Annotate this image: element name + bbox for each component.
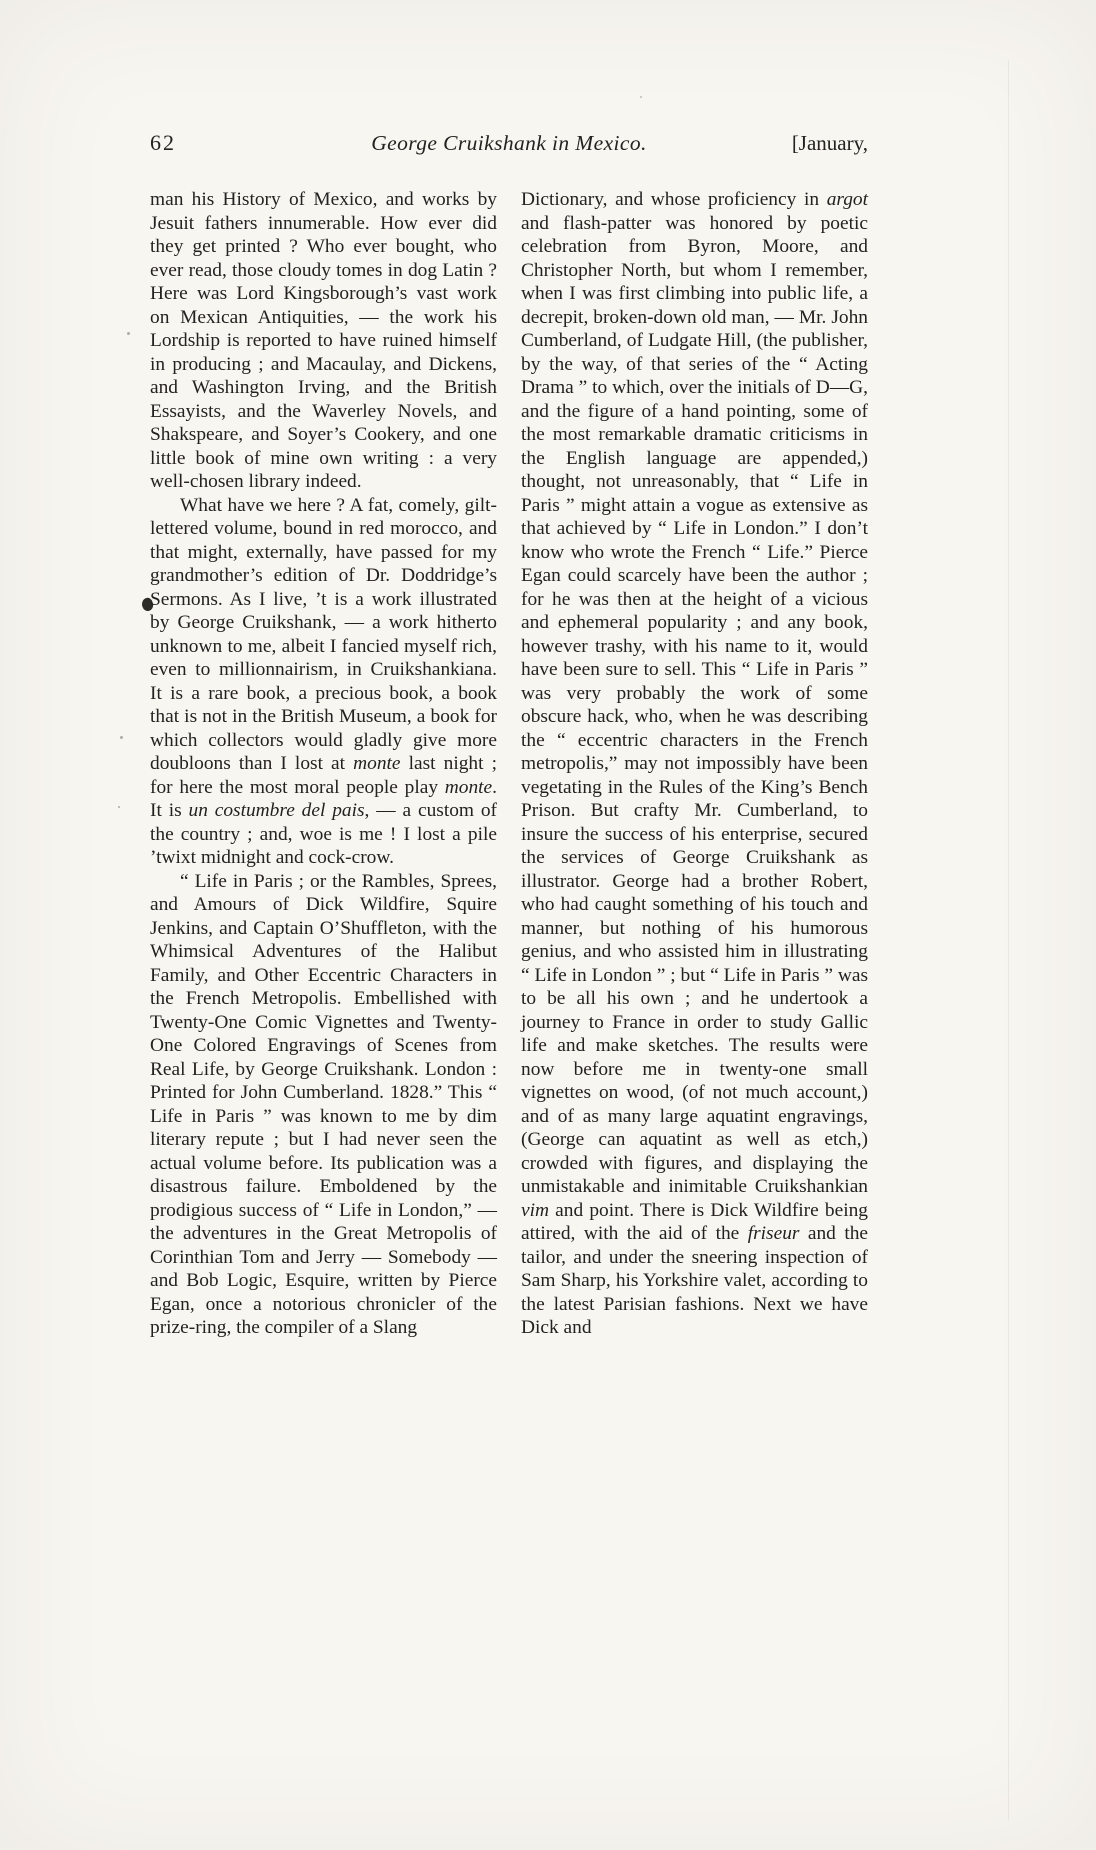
- text-run: un costumbre del pais: [188, 800, 365, 821]
- text-run: monte: [444, 776, 493, 798]
- scan-speck: [127, 332, 130, 335]
- page-header: [150, 130, 868, 156]
- text-columns: [150, 188, 868, 1340]
- text-run: and point. There is Dick Wildfire being attired, with the aid of the: [521, 1199, 868, 1244]
- text-run: friseur: [747, 1223, 800, 1244]
- text-run: man his History of Mexico, and works by Jesuit fathers innumerable. How ever did they get printed ? Who ever bought, who ever read, those cloudy tomes in dog Latin ? Here was Lord Kingsborough’s vast work on Mexican Antiquities, — the work his Lordship is reported to have ruined himself in producing ; and Macaulay, and Dickens, and Washington Irving, and the British Essayists, and the Waverley Novels, and Shakspeare, and Soyer’s Cookery, and one little book of mine own writing : a very well-chosen library indeed.: [150, 189, 497, 492]
- text-run: monte: [353, 753, 401, 774]
- text-run: Dictionary, and whose proficiency in: [521, 189, 827, 210]
- text-run: and flash-patter was honored by poetic celebration from Byron, Moore, and Christopher North, but whom I remember, when I was first climbing into public life, a decrepit, broken-down old man, — Mr. John Cumberland, of Ludgate Hill, (the publisher, by the way, of that series of the “ Acting Drama ” to which, over the initials of D—G, and the figure of a hand pointing, some of the most remarkable dramatic criticisms in the English language are appended,) thought, not unreasonably, that “ Life in Paris ” might attain a vogue as extensive as that achieved by “ Life in London.” I don’t know who wrote the French “ Life.” Pierce Egan could scarcely have been the author ; for he was then at the height of a vicious and ephemeral popularity ; and any book, however trashy, with his name to it, would have been sure to sell. This “ Life in Paris ” was very probably the work of some obscure hack, who, when he was describing the “ eccentric characters in the French metropolis,” may not impossibly have been vegetating in the Rules of the King’s Bench Prison. But crafty Mr. Cumberland, to insure the success of his enterprise, secured the services of George Cruikshank as illustrator. George had a brother Robert, who had caught something of his touch and manner, but nothing of his humorous genius, and who assisted him in illustrating “ Life in London ” ; but “ Life in Paris ” was to be all his own ; and he undertook a journey to France in order to study Gallic life and make sketches. The results were now before me in twenty-one small vignettes on wood, (of not much account,) and of as many large aquatint engravings, (George can aquatint as well as etch,) crowded with figures, and displaying the unmistakable and inimitable Cruikshankian: [521, 212, 868, 1197]
- scan-speck: [120, 736, 123, 739]
- scan-speck: [118, 806, 120, 808]
- page-content: [150, 130, 868, 1340]
- paragraph: [150, 188, 497, 494]
- scan-speck: [640, 96, 642, 98]
- scan-crease-line: [1008, 60, 1009, 1820]
- issue-date: [January,: [791, 131, 868, 155]
- text-run: “ Life in Paris ; or the Rambles, Sprees, and Amours of Dick Wildfire, Squire Jenkins, and Captain O’Shuffleton, with the Whimsical Adventures of the Halibut Family, and Other Eccentric Characters in the French Metropolis. Embellished with Twenty-One Comic Vignettes and Twenty-One Colored Engravings of Scenes from Real Life, by George Cruikshank. London : Printed for John Cumberland. 1828.” This “ Life in Paris ” was known to me by dim literary repute ; but I had never seen the actual volume before. Its publication was a disastrous failure. Emboldened by the prodigious success of “ Life in London,” — the adventures in the Great Metropolis of Corinthian Tom and Jerry — Somebody — and Bob Logic, Esquire, written by Pierce Egan, once a notorious chronicler of the prize-ring, the compiler of a Slang: [150, 870, 497, 1338]
- page-number: 62: [150, 130, 176, 155]
- left-column: [150, 188, 497, 1340]
- text-run: What have we here ? A fat, comely, gilt-lettered volume, bound in red morocco, and that might, externally, have passed for my grandmother’s edition of Dr. Doddridge’s Sermons. As I live, ’t is a work illustrated by George Cruikshank, — a work hitherto unknown to me, albeit I fancied myself rich, even to millionnairism, in Cruikshankiana. It is a rare book, a precious book, a book that is not in the British Museum, a book for which collectors would gladly give more doubloons than I lost at: [150, 494, 497, 774]
- text-run: , — a custom of the country ; and, woe is me ! I lost a pile ’twixt midnight and cock-crow.: [150, 800, 497, 868]
- text-run: argot: [826, 189, 868, 210]
- paragraph: [150, 870, 497, 1340]
- paragraph: [521, 188, 868, 1340]
- text-run: vim: [521, 1199, 549, 1221]
- text-run: and the tailor, and under the sneering inspection of Sam Sharp, his Yorkshire valet, according to the latest Parisian fashions. Next we have Dick and: [521, 1223, 869, 1338]
- text-run: . It is: [150, 776, 497, 821]
- right-column: [521, 188, 868, 1340]
- paragraph: [150, 494, 497, 870]
- running-title: George Cruikshank in Mexico.: [371, 131, 647, 155]
- text-run: last night ; for here the most moral people play: [150, 753, 497, 798]
